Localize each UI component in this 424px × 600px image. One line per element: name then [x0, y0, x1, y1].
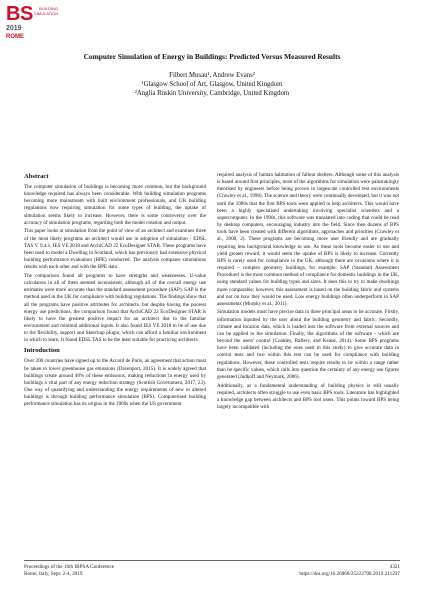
body-paragraph-3: Additionally, as a fundamental understanding of building physics is still usually required, architects often struggle to use even basic BPS tools. Literature has highlighted a knowledge gap between architects and BPS tool users. This points toward BPS being largely incompatible with — [217, 382, 399, 410]
affiliation-2: ²Anglia Ruskin University, Cambridge, United Kingdom — [134, 90, 290, 97]
doi-link[interactable]: https://doi.org/10.26868/25222708.2019.211237 — [299, 571, 400, 577]
footer-conference: Proceedings of the 16th IBPSA Conference — [24, 564, 115, 570]
body-paragraph-1: required analysis of human habitation of fallout shelters. Although some of this analysis is based around first principles, most of the algorithms for simulation were painstakingly theorised by engineers before being proven in largescale controlled test environments (Crawley et al., 1998). The science and theory were continually developed, but it was not until the 1980s that the first BPS tools were applied to help architects. This would have been a highly specialised undertaking involving specialist scientists and a supercomputer. In the 1990s, this software was translated into coding that could be read by desktop computers, encouraging industry into the field. Since then dozens of BPS tools have been created with different algorithms, approaches and priorities (Crawley et al., 2008, 2). These programs are becoming more user friendly and are gradually requiring less background knowledge to use. As these tools become easier to use and yield greater reward, it would seem the uptake of BPS is likely to increase. Currently BPS is rarely used for compliance in the UK, although there are occasions where it is required – complex geometry buildings, for example. SAP (Standard Assessment Procedure) is the most common method of compliance for domestic buildings in the UK, using standard values for building types and sizes. It does this to try to make dwellings more comparable; however, this assessment is based on the building fabric and systems and not on how they would be used. Low energy buildings often underperform in SAP assessments (Murphy et al., 2011). — [217, 172, 399, 307]
abstract-paragraph-3: The comparison found all programs to have strengths and weaknesses. U-value calculators in all of them seemed inconsistent, although all of the overall energy use estimates were more accurate than the standard assessment procedure (SAP). SAP is the method used in the UK for compliance with building regulations. The findings show that all the programs have positive attributes for architects, but despite having the poorest energy use predictions, the comparison found that ArchiCAD 22 EcoDesigner STAR is likely to have the greatest positive impact for an architect due to the familiar environment and minimal additional inputs. It also found IES VE 2018 to be of use due to the flexibility, support and Sketchup plugin, which can afford a familiar environment in which to learn. It found EDSL TAS to be the least suitable for practicing architects. — [24, 272, 206, 344]
footer-left — [24, 564, 114, 578]
page-footer — [24, 560, 400, 577]
logo-bs-text: BS — [6, 3, 33, 25]
logo-year: 2019 — [6, 25, 22, 32]
abstract-paragraph-2: This paper looks at simulation from the point of view of an architect and examines three of the most likely programs an architect would use in adoption of simulation - EDSL TAS V. 9.4.1, IES VE 2018 and ArchiCAD 22 EcoDesigner STAR. These programs have been used to model a Dwelling in Scotland, which has previously had extensive physical building performance evaluation (BPE) conducted. The analysis compares simulations results with each other and with the BPE data. — [24, 228, 206, 271]
logo-tagline: BUILDING SIMULATION — [34, 6, 59, 16]
conference-logo — [6, 3, 59, 44]
introduction-paragraph-1: Over 200 countries have signed up to the Accord de Paris, an agreement that action must be taken to lower greenhouse gas emissions (Davenport, 2015). It is widely agreed that buildings create around 40% of these emissions, making reductions in energy used by buildings a vital part of any energy reduction strategy (Scottish Government, 2017, 23). One way of quantifying and understanding the energy requirements of new or altered buildings is through building performance simulation (BPS). Computerised building performance simulation has its origins in the 1960s when the US government — [24, 358, 206, 408]
abstract-paragraph-1: The computer simulation of buildings is becoming more common, but the background knowledge required has always been considerable. With building simulation programs becoming more mainstream with built environment professionals, and UK building regulations now requiring simulation for some types of building, the uptake of simulation seems likely to increase. However, there is some controversy over the accuracy of simulation programs, regarding both the model creation and output. — [24, 184, 206, 226]
introduction-heading: Introduction — [24, 347, 60, 355]
author-names: Filbert Musau¹, Andrew Evans² — [169, 72, 255, 79]
page-number: 4321 — [389, 564, 400, 570]
logo-city: ROME — [6, 34, 24, 40]
body-paragraph-2: Simulation models must have precise data in three principal areas to be accurate. Firstly, information inputted by the user about the building geometry and fabric. Secondly, climate and location data, which is loaded into the software from external sources and can be applied to the simulation. Finally, the algorithms of the software - which are beyond the users' control (Coakley, Raftery, and Keane, 2014). Some BPS programs have been validated (including the ones used in this study) to give accurate data in control tests and two within this test can be used for compliance with building regulations. However, these controlled tests require results to be within a range rather than be specific values, which calls into question the certainty of any energy use figures generated (Judkoff and Neymark, 2006). — [217, 309, 399, 380]
footer-location: Rome, Italy, Sept. 2-4, 2019 — [24, 571, 83, 577]
abstract-heading: Abstract — [24, 173, 49, 180]
paper-title: Computer Simulation of Energy in Buildings: Predicted Versus Measured Results — [83, 52, 341, 61]
right-column — [217, 172, 399, 413]
left-column — [24, 172, 206, 410]
author-block — [0, 71, 424, 98]
footer-right — [299, 564, 400, 578]
affiliation-1: ¹Glasgow School of Art, Glasgow, United Kingdom — [141, 81, 283, 88]
